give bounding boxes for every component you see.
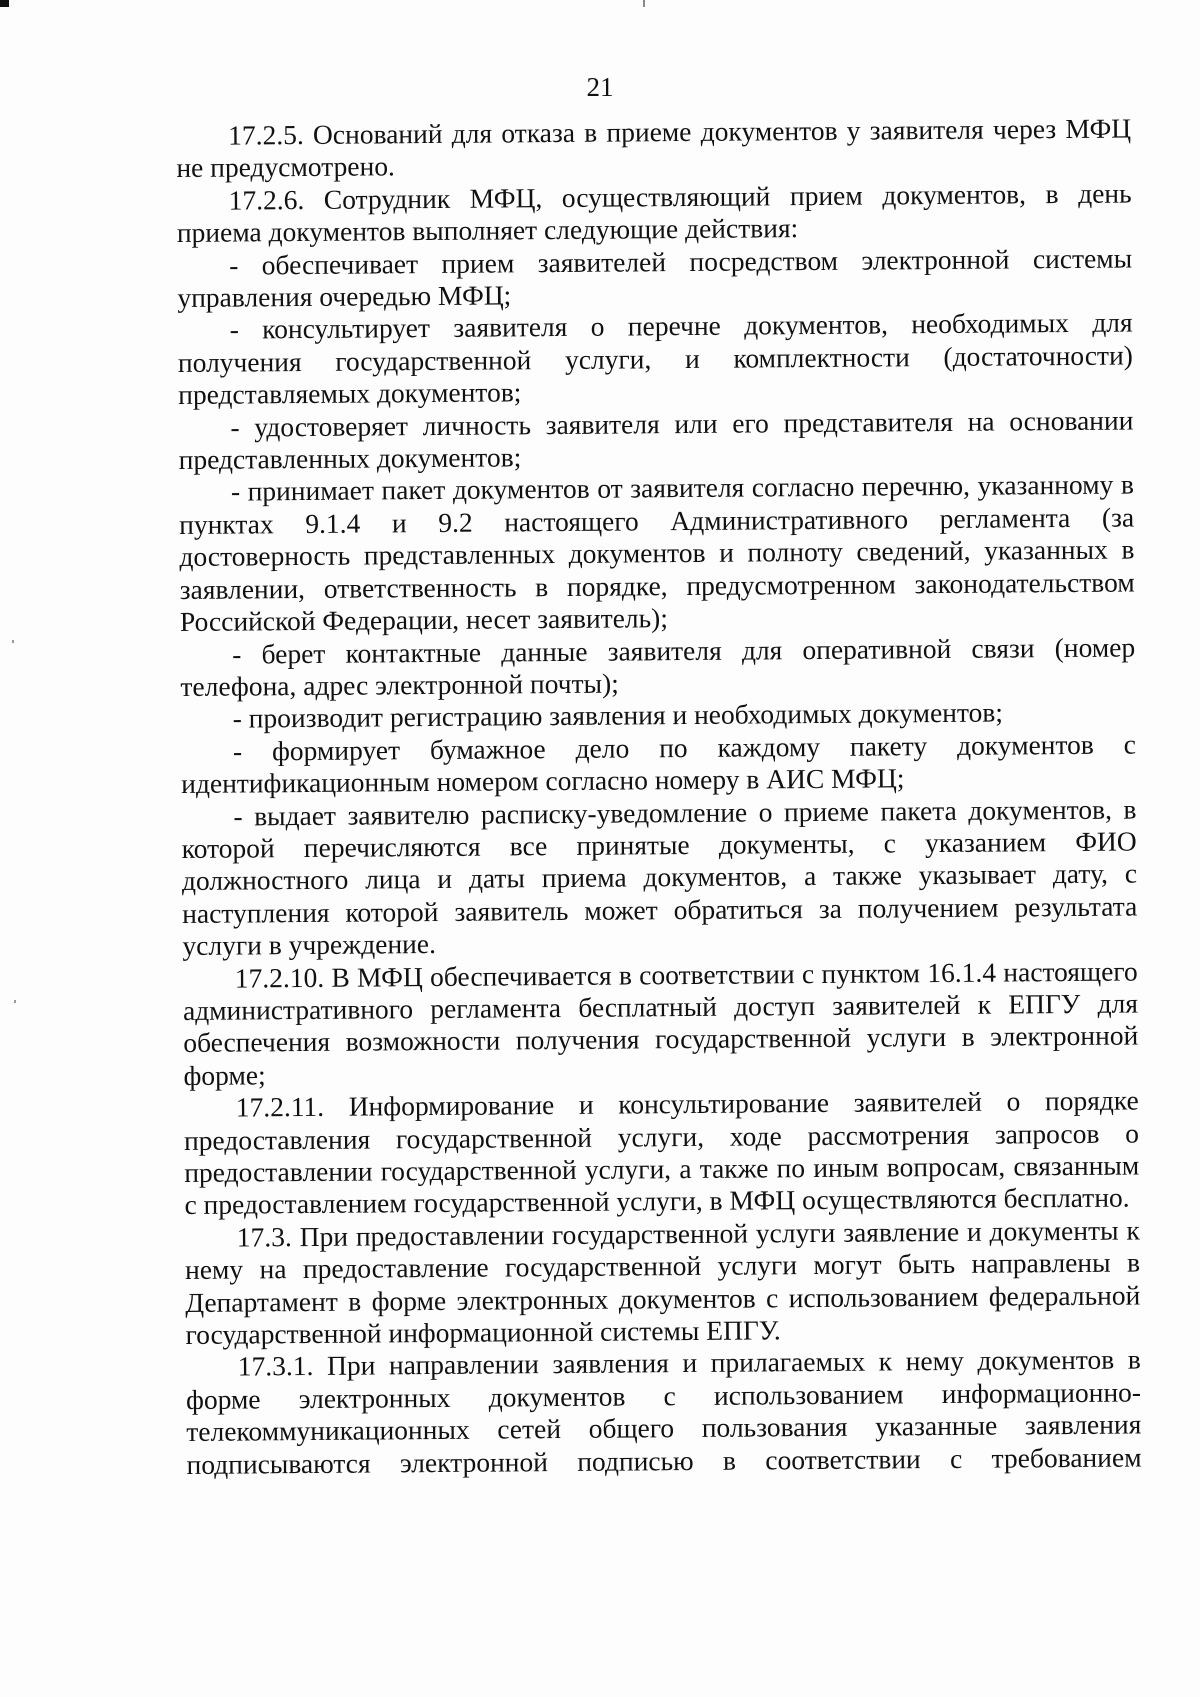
- scan-margin-speck: [12, 640, 14, 643]
- paragraph-17-2-11: 17.2.11. Информирование и консультирование заявителей о порядке предоставления государственной услуги, ходе рассмотрения запросов о предоставлении государственной услуги, а также по иным вопросам, связанным с предоставлением государственной услуги, в МФЦ осуществляются бесплатно.: [183, 1084, 1140, 1221]
- list-item-registration: - производит регистрацию заявления и необходимых документов;: [232, 696, 1004, 734]
- list-item-accept-package: - принимает пакет документов от заявителя согласно перечню, указанному в пунктах 9.1.4 и 9.2 настоящего Административного регламента (за достоверность представленных документов и полноту сведений, указанных в заявлении, ответственность в порядке, предусмотренном законодательством Российской Федерации, несет заявитель);: [179, 468, 1135, 638]
- paragraph-17-3: 17.3. При предоставлении государственной услуги заявление и документы к нему на предоставление государственной услуги могут быть направлены в Департамент в форме электронных документов с использованием федеральной государственной информационной системы ЕПГУ.: [184, 1214, 1141, 1350]
- list-item-consult: - консультирует заявителя о перечне документов, необходимых для получения государственной услуги, и комплектности (достаточности) представляемых документов;: [177, 306, 1133, 411]
- list-item-paper-file: - формирует бумажное дело по каждому пакету документов с идентификационным номером согласно номеру в АИС МФЦ;: [181, 728, 1137, 800]
- list-item-receipt: - выдает заявителю расписку-уведомление о приеме пакета документов, в которой перечисляются все принятые документы, с указанием ФИО должностного лица и даты приема документов, а также указывает дату, с наступления которой заявитель может обратиться за получением результата услуги в учреждение.: [181, 793, 1138, 962]
- paragraph-17-2-10: 17.2.10. В МФЦ обеспечивается в соответствии с пунктом 16.1.4 настоящего административного регламента бесплатный доступ заявителей к ЕПГУ для обеспечения возможности получения государственной услуги в электронной форме;: [182, 955, 1139, 1091]
- list-item-identity: - удостоверяет личность заявителя или его представителя на основании представленных документов;: [178, 404, 1134, 476]
- paragraph-17-2-5: 17.2.5. Оснований для отказа в приеме документов у заявителя через МФЦ не предусмотрено.: [176, 112, 1132, 184]
- document-body: [176, 112, 1142, 1481]
- scan-top-tick: [643, 0, 645, 7]
- page-number: 21: [586, 72, 614, 102]
- list-item-contacts: - берет контактные данные заявителя для оперативной связи (номер телефона, адрес электронной почты);: [180, 630, 1136, 702]
- scan-corner-mark: [0, 0, 9, 7]
- scan-margin-speck: [14, 1000, 16, 1003]
- paragraph-17-3-1: 17.3.1. При направлении заявления и прилагаемых к нему документов в форме электронных документов с использованием информационно-телекоммуникационных сетей общего пользования указанные заявления подписываются электронной подписью в соответствии с требованием: [185, 1343, 1142, 1480]
- list-item-queue: - обеспечивает прием заявителей посредством электронной системы управления очередью МФЦ;: [177, 242, 1133, 314]
- paragraph-17-2-6: 17.2.6. Сотрудник МФЦ, осуществляющий прием документов, в день приема документов выполняет следующие действия:: [176, 177, 1132, 249]
